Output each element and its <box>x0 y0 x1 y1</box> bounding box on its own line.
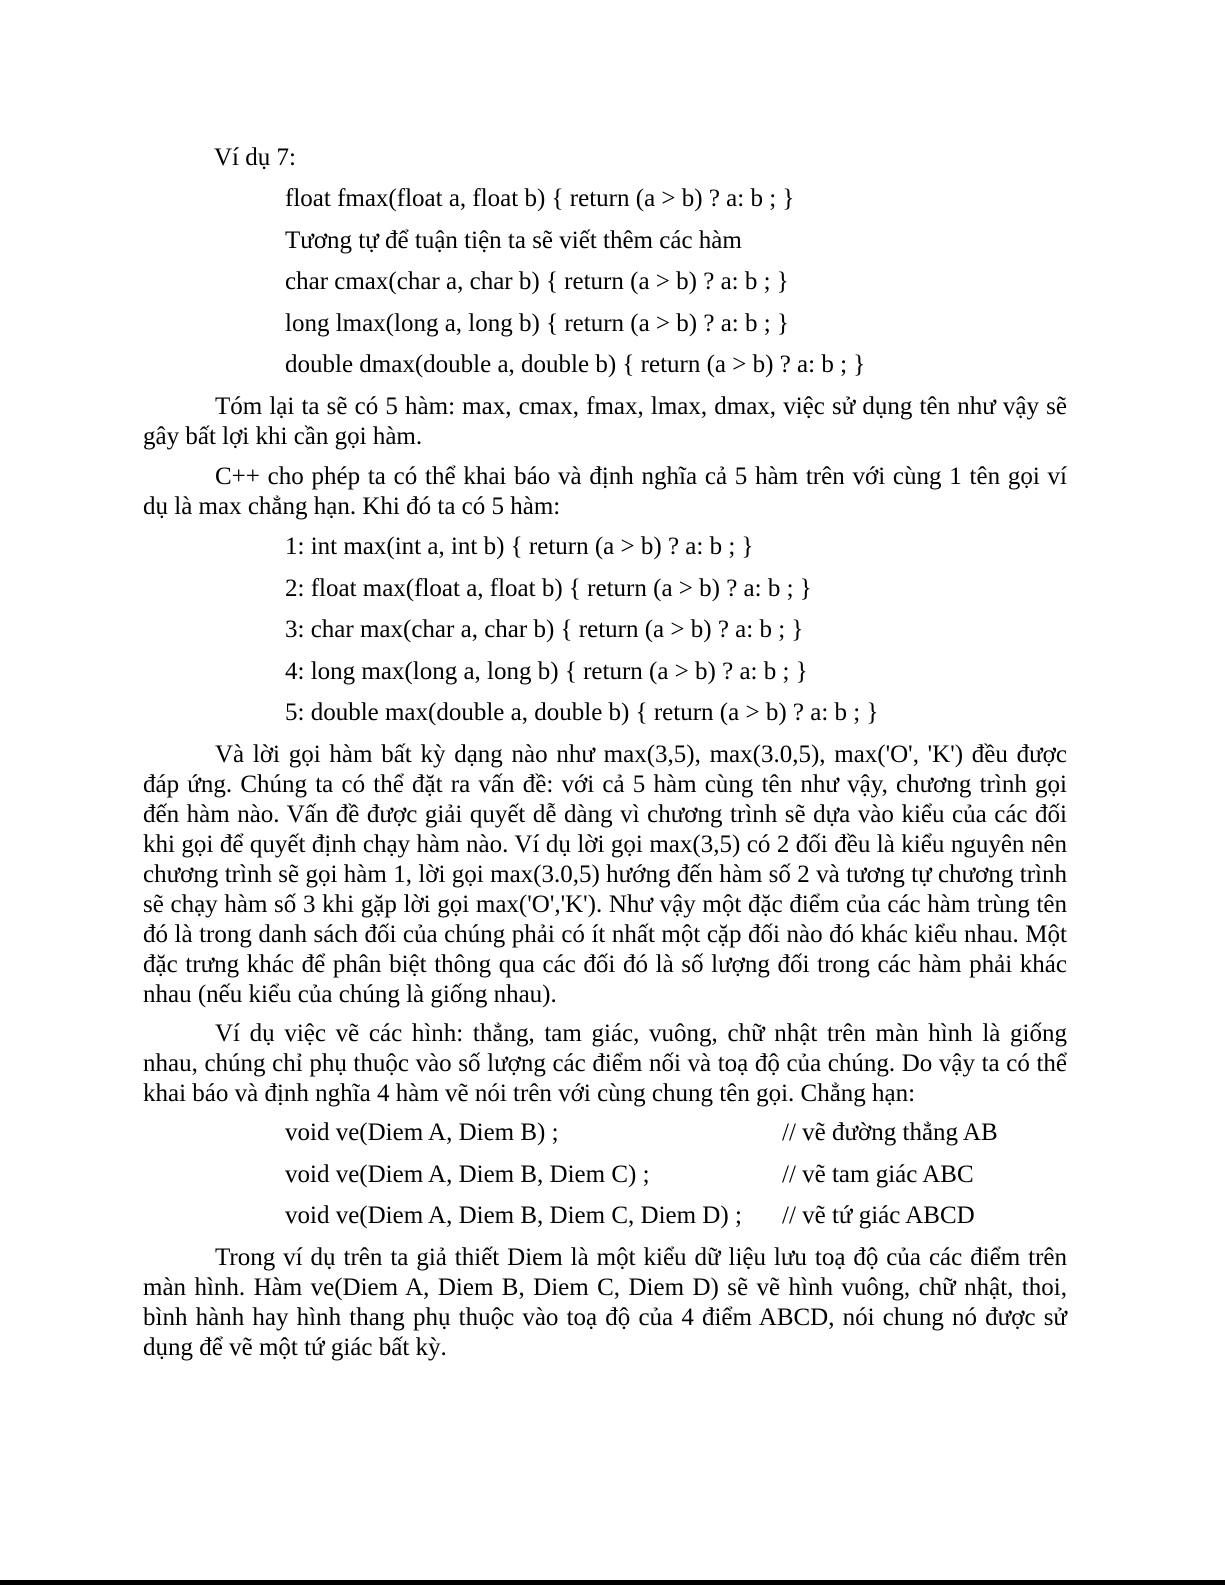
overload-line-5: 5: double max(double a, double b) { return (a > b) ? a: b ; } <box>285 699 879 726</box>
code-line-cmax: char cmax(char a, char b) { return (a > b) ? a: b ; } <box>285 268 789 295</box>
draw-line-comment-2: // vẽ tam giác ABC <box>782 1161 974 1188</box>
code-line-dmax: double dmax(double a, double b) { return (a > b) ? a: b ; } <box>285 351 866 378</box>
code-line-lmax: long lmax(long a, long b) { return (a > b) ? a: b ; } <box>285 310 789 337</box>
overload-line-4: 4: long max(long a, long b) { return (a > b) ? a: b ; } <box>285 658 808 685</box>
draw-line-comment-3: // vẽ tứ giác ABCD <box>782 1202 975 1229</box>
paragraph-drawing-example: Ví dụ việc vẽ các hình: thẳng, tam giác, vuông, chữ nhật trên màn hình là giống nhau, chúng chỉ phụ thuộc vào số lượng các điểm nối và toạ độ của chúng. Do vậy ta có thể khai báo và định nghĩa 4 hàm vẽ nói trên với cùng chung tên gọi. Chẳng hạn: <box>143 1020 1067 1107</box>
draw-line-comment-1: // vẽ đường thẳng AB <box>782 1119 998 1146</box>
page-bottom-edge <box>0 1580 1225 1585</box>
code-line-fmax: float fmax(float a, float b) { return (a > b) ? a: b ; } <box>285 185 795 212</box>
draw-line-code-3: void ve(Diem A, Diem B, Diem C, Diem D) ; <box>285 1202 742 1229</box>
paragraph-summary: Tóm lại ta sẽ có 5 hàm: max, cmax, fmax, lmax, dmax, việc sử dụng tên như vậy sẽ gây bất lợi khi cần gọi hàm. <box>143 393 1067 450</box>
overload-line-2: 2: float max(float a, float b) { return (a > b) ? a: b ; } <box>285 575 812 602</box>
overload-line-1: 1: int max(int a, int b) { return (a > b) ? a: b ; } <box>285 533 754 560</box>
code-note-line: Tương tự để tuận tiện ta sẽ viết thêm các hàm <box>285 227 742 254</box>
draw-line-code-1: void ve(Diem A, Diem B) ; <box>285 1119 559 1146</box>
paragraph-call-resolution: Và lời gọi hàm bất kỳ dạng nào như max(3,5), max(3.0,5), max('O', 'K') đều được đáp ứng. Chúng ta có thể đặt ra vấn đề: với cả 5 hàm cùng tên như vậy, chương trình gọi đến hàm nào. Vấn đề được giải quyết dễ dàng vì chương trình sẽ dựa vào kiểu của các đối khi gọi để quyết định chạy hàm nào. Ví dụ lời gọi max(3,5) có 2 đối đều là kiểu nguyên nên chương trình sẽ gọi hàm 1, lời gọi max(3.0,5) hướng đến hàm số 2 và tương tự chương trình sẽ chạy hàm số 3 khi gặp lời gọi max('O','K'). Như vậy một đặc điểm của các hàm trùng tên đó là trong danh sách đối của chúng phải có ít nhất một cặp đối nào đó khác kiểu nhau. Một đặc trưng khác để phân biệt thông qua các đối đó là số lượng đối trong các hàm phải khác nhau (nếu kiểu của chúng là giống nhau). <box>143 741 1067 1008</box>
paragraph-conclusion: Trong ví dụ trên ta giả thiết Diem là một kiểu dữ liệu lưu toạ độ của các điểm trên màn hình. Hàm ve(Diem A, Diem B, Diem C, Diem D) sẽ vẽ hình vuông, chữ nhật, thoi, bình hành hay hình thang phụ thuộc vào toạ độ của 4 điểm ABCD, nói chung nó được sử dụng để vẽ một tứ giác bất kỳ. <box>143 1244 1067 1361</box>
draw-line-code-2: void ve(Diem A, Diem B, Diem C) ; <box>285 1161 650 1188</box>
example-heading: Ví dụ 7: <box>214 144 296 171</box>
paragraph-overload-intro: C++ cho phép ta có thể khai báo và định nghĩa cả 5 hàm trên với cùng 1 tên gọi ví dụ là max chẳng hạn. Khi đó ta có 5 hàm: <box>143 463 1067 520</box>
overload-line-3: 3: char max(char a, char b) { return (a > b) ? a: b ; } <box>285 616 804 643</box>
